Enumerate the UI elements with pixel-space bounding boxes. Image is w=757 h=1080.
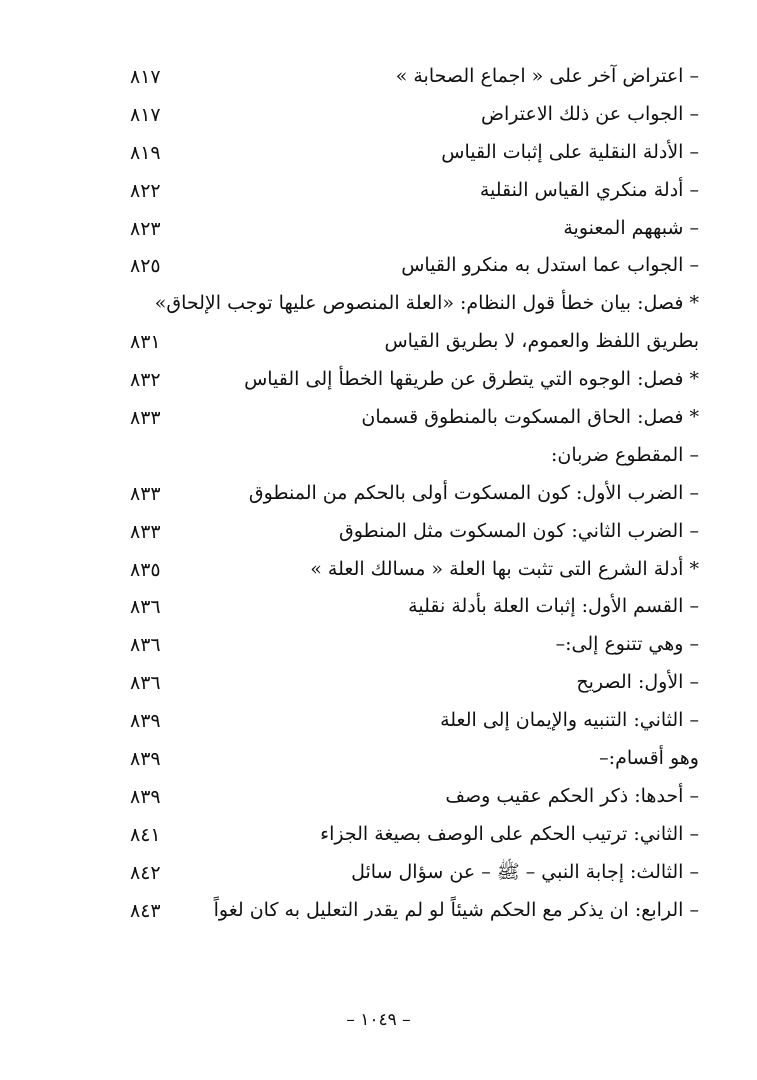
toc-row (0, 816, 757, 854)
toc-page-number: ٨١٧ (130, 103, 161, 126)
toc-page-number: ٨٣٣ (130, 407, 161, 430)
toc-row (0, 58, 757, 96)
toc-row (0, 892, 757, 930)
toc-row (0, 664, 757, 702)
toc-entry-text: – شبههم المعنوية (563, 216, 699, 239)
toc-row (0, 702, 757, 740)
toc-page-number: ٨٣٦ (130, 596, 161, 619)
toc-row (0, 626, 757, 664)
toc-page-number: ٨٣٩ (130, 710, 161, 733)
toc-entry-text: * فصل: الوجوه التي يتطرق عن طريقها الخطأ إلى القياس (244, 368, 699, 391)
toc-page-number: ٨٣٢ (130, 369, 161, 392)
toc-row (0, 437, 757, 475)
toc-row (0, 740, 757, 778)
toc-entry-text: * أدلة الشرع التى تثبت بها العلة « مسالك العلة » (310, 557, 699, 580)
toc-page-number: ٨٢٢ (130, 179, 161, 202)
toc-page-number: ٨٤٣ (130, 899, 161, 922)
toc-row (0, 96, 757, 134)
toc-entry-text: – الضرب الأول: كون المسكوت أولى بالحكم من المنطوق (248, 481, 699, 504)
toc-entry-text: * فصل: بيان خطأ قول النظام: «العلة المنصوص عليها توجب الإلحاق» (154, 292, 699, 315)
toc-entry-text: – اعتراض آخر على « اجماع الصحابة » (395, 65, 699, 87)
toc-entry-text: – الثاني: ترتيب الحكم على الوصف بصيغة الجزاء (320, 822, 699, 845)
toc-page-number: ٨٣١ (130, 331, 161, 354)
toc-page-number: ٨٣٥ (130, 558, 161, 581)
toc-row (0, 172, 757, 210)
toc-entry-text: – الجواب عن ذلك الاعتراض (481, 102, 699, 125)
toc-entry-text: – المقطوع ضربان: (550, 443, 699, 466)
toc-page-number: ٨٣٦ (130, 634, 161, 657)
toc-page-number: ٨٢٥ (130, 255, 161, 278)
toc-entry-text: – القسم الأول: إثبات العلة بأدلة نقلية (408, 595, 699, 618)
toc-entry-text: – الأول: الصريح (576, 671, 699, 694)
toc-entry-text: – أدلة منكري القياس النقلية (479, 178, 699, 201)
toc-page-number: ٨٤٢ (130, 861, 161, 884)
toc-entry-text: – الثاني: التنبيه والإيمان إلى العلة (440, 709, 699, 732)
toc-row (0, 588, 757, 626)
toc-page-number: ٨٣٩ (130, 785, 161, 808)
toc-row (0, 513, 757, 551)
toc-page-number: ٨٣٩ (130, 748, 161, 771)
toc-row (0, 247, 757, 285)
toc-page-number: ٨٣٣ (130, 482, 161, 505)
toc-page-number: ٨٣٣ (130, 520, 161, 543)
toc-page-number: ٨٣٦ (130, 672, 161, 695)
toc-row (0, 285, 757, 323)
toc-page-number: ٨٤١ (130, 823, 161, 846)
toc-entry-text: – الضرب الثاني: كون المسكوت مثل المنطوق (338, 519, 699, 542)
toc-entry-text: وهو أقسام:– (599, 747, 699, 770)
toc-entry-text: – وهي تتنوع إلى:– (555, 633, 699, 656)
toc-entry-text: * فصل: الحاق المسكوت بالمنطوق قسمان (361, 406, 699, 429)
toc-entry-text: – الثالث: إجابة النبي – ﷺ – عن سؤال سائل (351, 860, 699, 883)
toc-row (0, 323, 757, 361)
toc-row (0, 854, 757, 892)
toc-row (0, 475, 757, 513)
toc-entry-text: – الجواب عما استدل به منكرو القياس (401, 254, 699, 277)
toc-row (0, 134, 757, 172)
table-of-contents (0, 58, 757, 929)
toc-page-number: ٨١٧ (130, 66, 161, 88)
toc-entry-text: – الأدلة النقلية على إثبات القياس (441, 140, 699, 163)
toc-row (0, 778, 757, 816)
toc-row (0, 210, 757, 248)
toc-row (0, 551, 757, 589)
toc-row (0, 399, 757, 437)
toc-entry-text: – الرابع: ان يذكر مع الحكم شيئاً لو لم يقدر التعليل به كان لغواً (213, 898, 699, 921)
toc-entry-text: – أحدها: ذكر الحكم عقيب وصف (445, 784, 699, 807)
toc-page-number: ٨١٩ (130, 141, 161, 164)
toc-page-number: ٨٢٣ (130, 217, 161, 240)
page-footer-number: – ١٠٤٩ – (346, 1010, 411, 1030)
toc-entry-text: بطريق اللفظ والعموم، لا بطريق القياس (384, 330, 699, 353)
toc-row (0, 361, 757, 399)
